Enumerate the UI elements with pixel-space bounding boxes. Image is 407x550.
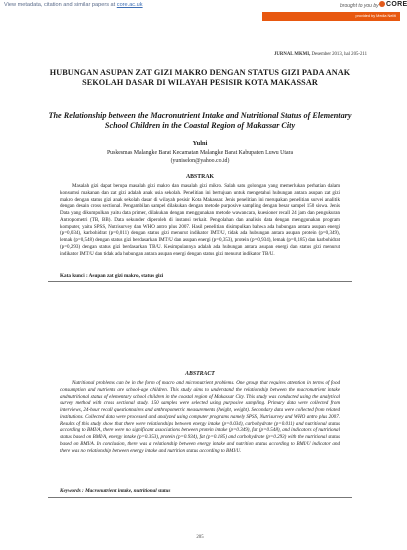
author-affiliation: Puskesmas Malangke Barat Kecamatan Malangke Barat Kabupaten Luwu Utara xyxy=(106,150,294,156)
core-logo[interactable] xyxy=(379,1,407,8)
page-number: 205 xyxy=(196,535,204,540)
journal-reference xyxy=(274,52,367,57)
abstrak-keywords: Kata kunci : Asupan zat gizi makro, status gizi xyxy=(60,273,164,279)
abstrak-heading: ABSTRAK xyxy=(185,174,215,180)
journal-name: JURNAL MKMI, xyxy=(274,52,311,57)
core-brand xyxy=(300,0,407,12)
title-english: The Relationship between the Macronutrient Intake and Nutritional Status of Elementary School Children in the Coastal Region of Makassar City xyxy=(48,111,352,131)
journal-details: Desember 2013, hal 205-211 xyxy=(311,52,367,57)
abstract-body: Nutritional problems can be in the form of macro and micronutrient problems. One group that requires attention in terms of food consumption and nutrients are school-age children. This study aims to understand the relationship between the macronutrient intake andnutritional status of elementary school children in the coastal region of Makassar City. This study was conducted using the analytical survey method with cross sectional study. 150 samples were selected using purposive sampling. Primary data were collected from interviews, 24-hour recall questionnaires and anthropometric measurements (height, weight). Secondary data were collected from related institutions. Collected data were processed and analyzed using computer programs namely SPSS, Nutrisurvey and WHO antro plus 2007. Results of this study show that there were relationships between energy intake (p=0.034), carbohydrate (p=0.011) and nutritional status according to BMI/A, there were no significant associations between protein intake (p=0.349), fat (p=0.548), and indicators of nutritional status based on BMI/A, energy intake (p=0.353), protein (p=0.934), fat (p=0.185) and carbohydrate (p=0.293) with the nutritional status based on BMI/A. In conclusion, there was a relationship between energy intake and nutrition status according to BMI/U indicator and there was no relationship between energy intake and nutrition status according to BMI/U. xyxy=(60,380,340,454)
core-metadata-bar xyxy=(0,0,260,22)
author-email: (yuniselon@yahoo.co.id) xyxy=(170,158,230,164)
provider-strip[interactable]: provided by Media Neliti xyxy=(262,12,400,21)
core-metadata-text xyxy=(4,2,143,8)
core-banner xyxy=(0,0,407,22)
core-link[interactable]: core.ac.uk xyxy=(116,2,143,8)
divider-abstract xyxy=(48,497,352,498)
author-name: Yulni xyxy=(192,140,208,147)
abstract-keywords: Keywords : Macronutrient intake, nutritional status xyxy=(60,488,171,494)
core-metadata-label: View metadata, citation and similar papers at xyxy=(4,2,117,8)
abstrak-body: Masalah gizi dapat berupa masalah gizi makro dan masalah gizi mikro. Salah satu golongan yang memerlukan perhatian dalam konsumsi makanan dan zat gizi adalah anak usia sekolah. Penelitian ini bertujuan untuk mengetahui hubungan antara asupan zat gizi makro dengan status gizi anak sekolah dasar di wilayah pesisir Kota Makassar. Jenis penelitian ini merupakan penelitian survei analitik dengan desain cross sectional. Pengambilan sampel dilakukan dengan metode purposive sampling dengan besar sampel 150 siswa. Jenis Data yang dikumpulkan yaitu data primer, dilakukan dengan menggunakan metode wawancara, kuesioner recall 24 jam dan pengukuran Antropometri (TB, BB). Data sekunder diperoleh di instansi terkait. Pengolahan dan analisis data dengan menggunakan program komputer, yaitu SPSS, Nutrisurvey dan WHO antro plus 2007. Hasil penelitian disimpulkan bahwa ada hubungan antara asupan energi (p=0,034), karbohidrat (p=0,011) dengan status gizi menurut indikator IMT/U, tidak ada hubungan antara asupan protein (p=0,349), lemak (p=0,548) dengan status gizi berdasarkan IMT/U dan asupan energi (p=0,353), protein (p=0,934), lemak (p=0,185) dan karbohidrat (p=0,293) dengan status gizi berdasarkan TB/U. Kesimpulannya adalah ada hubungan antara asupan energi dan status gizi menurut indikator IMT/U dan tidak ada hubungan antara asupan energi dengan status gizi menurut indikator TB/U. xyxy=(60,183,340,257)
author-affiliation-block xyxy=(40,149,360,165)
core-logo-icon xyxy=(379,1,385,7)
title-indonesian: HUBUNGAN ASUPAN ZAT GIZI MAKRO DENGAN STATUS GIZI PADA ANAK SEKOLAH DASAR DI WILAYAH PESISIR KOTA MAKASSAR xyxy=(49,68,351,88)
brought-to-you-label: brought to you by xyxy=(340,3,379,9)
divider-abstrak xyxy=(48,281,352,282)
abstract-heading: ABSTRACT xyxy=(185,371,215,377)
core-logo-text: CORE xyxy=(386,1,407,8)
